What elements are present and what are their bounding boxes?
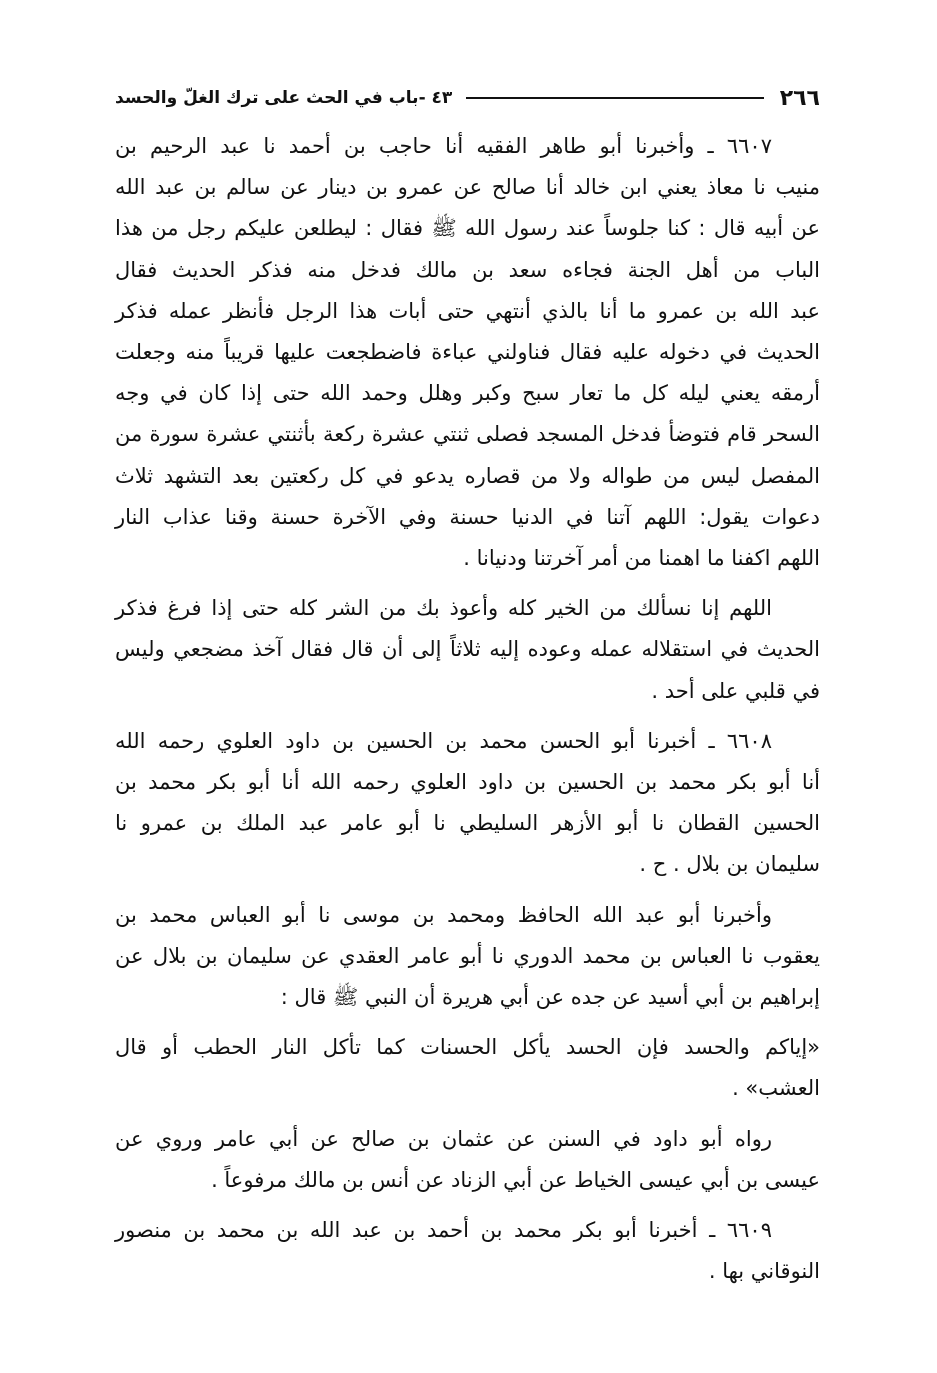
text-line: منيب نا معاذ يعني ابن خالد أنا صالح عن عمرو بن دينار عن سالم بن عبد الله [115,175,820,200]
text-line: الحديث في دخوله عليه فقال فناولني عباءة فاضطجعت عليها قريباً منه وجعلت [115,340,820,365]
paragraph-abudawud [115,1119,820,1201]
text-line: اللهم اكفنا ما اهمنا من أمر آخرتنا ودنيانا . [463,546,820,571]
paragraph-dua [115,588,820,712]
text-line: المفصل ليس من طواله ولا من قصاره يدعو في كل ركعتين بعد التشهد ثلاث [115,463,820,488]
text-line: الحديث في استقلاله عمله وعوده إليه ثلاثاً إلى أن قال فقال آخذ مضجعي وليس [115,637,820,662]
text-line: في قلبي على أحد . [651,678,820,703]
text-line: دعوات يقول: اللهم آتنا في الدنيا حسنة وفي الآخرة حسنة وقنا عذاب النار [115,504,820,529]
text-line: عن أبيه قال : كنا جلوساً عند رسول الله ﷺ فقال : ليطلعن عليكم رجل من هذا [115,216,820,241]
text-line: رواه أبو داود في السنن عن عثمان بن صالح عن أبي عامر وروي عن [115,1126,772,1151]
text-line: ٦٦٠٨ ـ أخبرنا أبو الحسن محمد بن الحسين بن داود العلوي رحمه الله [115,728,772,753]
paragraph-hakim [115,895,820,1019]
text-line: «إياكم والحسد فإن الحسد يأكل الحسنات كما تأكل النار الحطب أو قال [115,1035,820,1060]
paragraph-hadith [115,1027,820,1109]
paragraph-6608 [115,721,820,886]
page-header [115,78,820,118]
paragraph-6607 [115,126,820,579]
text-line: أرمقه يعني ليله كل ما تعار سبح وكبر وهلل وحمد الله حتى إذا كان في وجه [115,381,820,406]
text-line: عيسى بن أبي عيسى الخياط عن أبي الزناد عن أنس بن مالك مرفوعاً . [211,1167,820,1192]
text-line: أنا أبو بكر محمد بن الحسين بن داود العلوي رحمه الله أنا أبو بكر محمد بن [115,770,820,795]
text-line: النوقاني بها . [708,1259,820,1284]
running-title: ٤٣ -باب في الحث على ترك الغلّ والحسد [115,88,453,108]
text-line: وأخبرنا أبو عبد الله الحافظ ومحمد بن موسى نا أبو العباس محمد بن [115,902,772,927]
paragraph-6609 [115,1210,820,1292]
text-line: العشب» . [732,1076,820,1101]
text-line: إبراهيم بن أبي أسيد عن جده عن أبي هريرة أن النبي ﷺ قال : [280,985,820,1010]
text-line: يعقوب نا العباس بن محمد الدوري نا أبو عامر العقدي عن سليمان بن بلال عن [115,943,820,968]
page-number: ٢٦٦ [779,85,820,111]
text-line: اللهم إنا نسألك من الخير كله وأعوذ بك من الشر كله حتى إذا فرغ فذكر [115,596,772,621]
text-line: سليمان بن بلال . ح . [639,852,820,877]
text-line: السحر قام فتوضأ فدخل المسجد فصلى ثنتي عشرة ركعة بأثنتي عشرة سورة من [115,422,820,447]
text-line: ٦٦٠٩ ـ أخبرنا أبو بكر محمد بن أحمد بن عبد الله بن محمد بن منصور [115,1218,772,1243]
text-line: الباب من أهل الجنة فجاءه سعد بن مالك فدخل منه فذكر الحديث فقال [115,257,820,282]
text-line: ٦٦٠٧ ـ وأخبرنا أبو طاهر الفقيه أنا حاجب بن أحمد نا عبد الرحيم بن [115,134,772,158]
text-line: عبد الله بن عمرو ما أنا بالذي أنتهي حتى أبات هذا الرجل فأنظر عمله فذكر [115,298,820,323]
header-rule [466,97,763,99]
body-text [115,126,820,1292]
book-page [115,78,820,1301]
text-line: الحسين القطان نا أبو الأزهر السليطي نا أبو عامر عبد الملك بن عمرو نا [115,811,820,836]
